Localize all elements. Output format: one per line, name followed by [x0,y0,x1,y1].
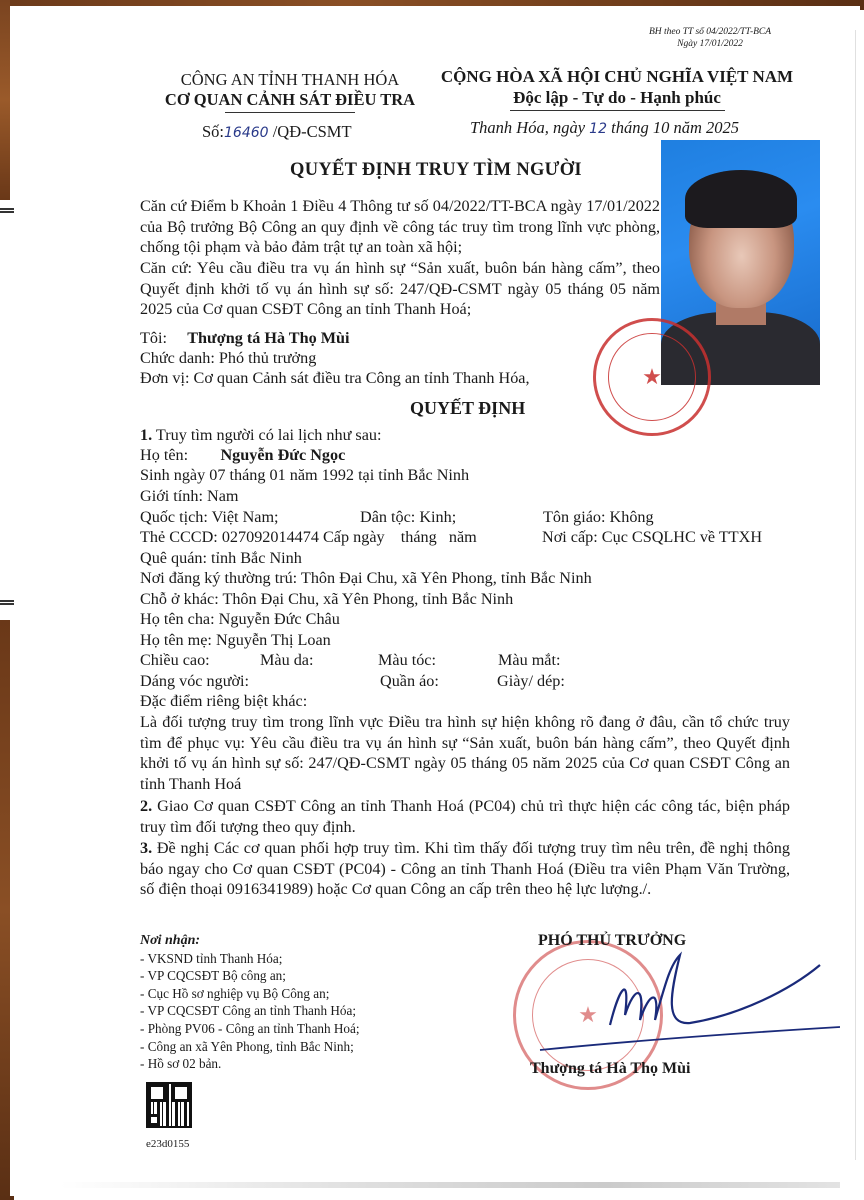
recipients-list [140,932,360,1073]
number-suffix: /QĐ-CSMT [268,122,352,141]
gender: Giới tính: Nam [140,487,239,505]
background-surface-left [0,0,10,200]
person-name: Nguyễn Đức Ngọc [220,446,346,464]
handwritten-day: 12 [589,121,607,137]
mother-name: Họ tên mẹ: Nguyễn Thị Loan [140,631,331,649]
form-reference [620,26,800,50]
permanent-residence: Nơi đăng ký thường trú: Thôn Đại Chu, xã Yên Phong, tỉnh Bắc Ninh [140,569,592,587]
recipient-item: - Phòng PV06 - Công an tỉnh Thanh Hoá; [140,1020,360,1036]
article-text: Truy tìm người có lai lịch như sau: [152,426,382,444]
features-label: Đặc điểm riêng biệt khác: [140,692,308,710]
father-name: Họ tên cha: Nguyễn Đức Châu [140,610,340,628]
document-date [470,118,739,138]
issuing-agency-header [150,70,430,113]
shoes: Giày/ dép: [497,672,565,690]
seal-star-icon: ★ [532,959,644,1071]
issuer-label: Tôi: [140,329,167,347]
other-residence: Chỗ ở khác: Thôn Đại Chu, xã Yên Phong, tỉnh Bắc Ninh [140,590,514,608]
article-2-number: 2. [140,797,153,815]
page-bottom-shadow [60,1182,840,1188]
binding-mark [0,600,14,605]
binding-mark [0,208,14,213]
eye-color: Màu mắt: [498,651,561,669]
national-header [432,66,802,111]
nationality: Quốc tịch: Việt Nam; [140,508,279,526]
hair-color: Màu tóc: [378,651,436,669]
skin-color: Màu da: [260,651,314,669]
seal-star-icon: ★ [608,333,695,420]
name-label: Họ tên: [140,446,189,464]
article-2-text: Giao Cơ quan CSĐT Công an tỉnh Thanh Hoá (PC04) chủ trì thực hiện các công tác, biện pháp truy tìm đối tượng theo quy định. [140,797,790,836]
build: Dáng vóc người: [140,672,250,690]
qr-corner [148,1114,160,1126]
issuer-name: Thượng tá Hà Thọ Mùi [187,329,350,347]
legal-basis-2: Căn cứ: Yêu cầu điều tra vụ án hình sự “Sản xuất, buôn bán hàng cấm”, theo Quyết định khởi tố vụ án hình sự số: 247/QĐ-CSMT ngày 05 tháng 05 năm 2025 của Cơ quan CSĐT Công an tỉnh Thanh Hoá; [140,259,660,319]
issuer-title: Chức danh: Phó thủ trưởng [140,349,317,367]
article-2 [140,796,790,837]
form-reference-line2: Ngày 17/01/2022 [677,39,743,49]
country-name: CỘNG HÒA XÃ HỘI CHỦ NGHĨA VIỆT NAM [440,67,794,86]
page-edge [855,30,856,1160]
ethnicity: Dân tộc: Kinh; [360,508,457,526]
document-number [202,122,352,142]
article-1-intro [140,426,382,445]
legal-basis-1: Căn cứ Điểm b Khoản 1 Điều 4 Thông tư số 04/2022/TT-BCA ngày 17/01/2022 của Bộ trưởng Bộ Công an quy định về công tác truy tìm trong lĩnh vực phòng, chống tội phạm và bảo đảm trật tự an toàn xã hội; [140,197,660,257]
features-description: Là đối tượng truy tìm trong lĩnh vực Điều tra hình sự hiện không rõ đang ở đâu, cần tổ chức truy tìm để phục vụ: Yêu cầu điều tra vụ án hình sự “Sản xuất, buôn bán hàng cấm”, theo Quyết định khởi tố vụ án hình sự số: 247/QĐ-CSMT ngày 05 tháng 05 năm 2025 của Cơ quan CSĐT Công an tỉnh Thanh Hoá [140,713,790,793]
recipients-title: Nơi nhận: [140,933,201,948]
article-number: 1. [140,426,153,444]
article-3-text: Đề nghị Các cơ quan phối hợp truy tìm. Khi tìm thấy đối tượng truy tìm nêu trên, đề nghị thông báo ngay cho Cơ quan CSĐT (PC04) - Công an tỉnh Thanh Hoá (Điều tra viên Phạm Văn Trường, số điện thoại 0916341989) hoặc Cơ quan Công an cấp trên theo hệ lực lượng./. [140,839,790,898]
handwritten-number: 16460 [224,125,269,141]
department-name: CƠ QUAN CẢNH SÁT ĐIỀU TRA [164,90,416,109]
handwritten-signature-icon [520,945,840,1065]
qr-code-text: e23d0155 [146,1138,190,1150]
header-underline [225,112,355,113]
clothes: Quần áo: [380,672,439,690]
recipient-item: - VP CQCSĐT Bộ công an; [140,968,286,984]
date-suffix: tháng 10 năm 2025 [607,118,739,137]
document-title: QUYẾT ĐỊNH TRUY TÌM NGƯỜI [290,160,582,180]
article-3 [140,838,790,900]
recipient-item: - Cục Hồ sơ nghiệp vụ Bộ Công an; [140,985,330,1001]
motto-underline [510,110,725,111]
hometown: Quê quán: tỉnh Bắc Ninh [140,549,302,567]
recipient-item: - Hồ sơ 02 bản. [140,1056,222,1072]
signer-name: Thượng tá Hà Thọ Mùi [530,1060,691,1077]
national-motto: Độc lập - Tự do - Hạnh phúc [513,88,721,107]
id-card: Thẻ CCCD: 027092014474 Cấp ngày tháng năm [140,528,477,546]
issuer-line [140,329,350,348]
signer-position: PHÓ THỦ TRƯỞNG [538,932,687,949]
height: Chiều cao: [140,651,210,669]
birth-info: Sinh ngày 07 tháng 01 năm 1992 tại tỉnh Bắc Ninh [140,466,470,484]
article-3-number: 3. [140,839,153,857]
issuer-unit: Đơn vị: Cơ quan Cảnh sát điều tra Công an tỉnh Thanh Hóa, [140,369,530,387]
decision-heading: QUYẾT ĐỊNH [410,398,526,418]
recipient-item: - VKSND tỉnh Thanh Hóa; [140,950,283,966]
photo-hair [685,170,797,228]
date-prefix: Thanh Hóa, ngày [470,118,590,137]
religion: Tôn giáo: Không [543,508,654,526]
person-name-line [140,446,345,465]
agency-name: CÔNG AN TỈNH THANH HÓA [180,70,400,89]
form-reference-line1: BH theo TT số 04/2022/TT-BCA [648,27,772,37]
recipient-item: - VP CQCSĐT Công an tỉnh Thanh Hóa; [140,1003,357,1019]
id-issuer: Nơi cấp: Cục CSQLHC về TTXH [542,528,763,546]
official-seal-icon [593,318,711,436]
number-label: Số: [202,122,225,141]
qr-code-icon [146,1082,192,1128]
recipient-item: - Công an xã Yên Phong, tỉnh Bắc Ninh; [140,1038,354,1054]
